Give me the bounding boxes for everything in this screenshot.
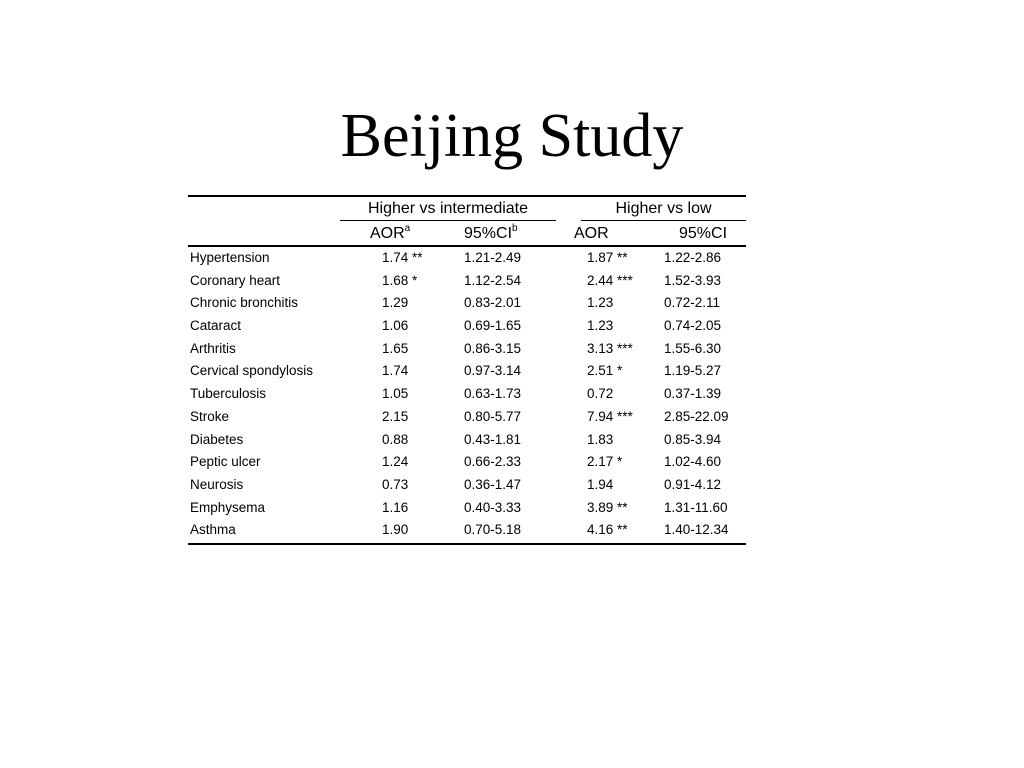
ci-intermediate-cell: 0.66-2.33 xyxy=(464,454,522,470)
condition-cell: Coronary heart xyxy=(190,272,281,288)
aor-intermediate-cell: 1.05 xyxy=(382,386,409,402)
condition-cell: Emphysema xyxy=(190,499,266,515)
aor-low-cell: 1.94 xyxy=(587,476,614,492)
ci-low-cell: 2.85-22.09 xyxy=(664,408,729,424)
condition-cell: Hypertension xyxy=(190,250,270,265)
table-top-rule xyxy=(188,195,746,197)
condition-cell: Neurosis xyxy=(190,476,244,492)
condition-cell: Chronic bronchitis xyxy=(190,295,299,311)
ci-low-cell: 0.85-3.94 xyxy=(664,431,722,447)
table-row xyxy=(188,405,746,428)
ci-intermediate-cell: 0.69-1.65 xyxy=(464,318,522,334)
ci-low-cell: 0.74-2.05 xyxy=(664,318,722,334)
condition-cell: Asthma xyxy=(190,522,236,538)
aor-low-cell: 1.83 xyxy=(587,431,614,447)
column-header-aor-intermediate xyxy=(370,224,410,244)
group-header-higher-vs-intermediate: Higher vs intermediate xyxy=(367,200,529,217)
ci-low-cell: 1.02-4.60 xyxy=(664,454,722,470)
column-header-label: 95%CI xyxy=(464,225,513,242)
aor-low-cell: 4.16 ** xyxy=(587,522,628,538)
aor-low-cell: 2.17 * xyxy=(587,454,623,470)
aor-intermediate-cell: 1.06 xyxy=(382,318,409,334)
group-rule-higher-vs-low xyxy=(581,220,746,221)
condition-cell: Tuberculosis xyxy=(190,386,267,402)
condition-cell: Cataract xyxy=(190,318,242,334)
table-row xyxy=(188,269,746,292)
ci-intermediate-cell: 0.40-3.33 xyxy=(464,499,522,515)
condition-cell: Peptic ulcer xyxy=(190,454,261,470)
aor-intermediate-cell: 1.29 xyxy=(382,295,409,311)
aor-low-cell: 2.44 *** xyxy=(587,272,633,288)
ci-intermediate-cell: 1.21-2.49 xyxy=(464,250,522,265)
table-row xyxy=(188,473,746,496)
ci-intermediate-cell: 0.97-3.14 xyxy=(464,363,522,379)
aor-intermediate-cell: 0.88 xyxy=(382,431,409,447)
ci-low-cell: 0.72-2.11 xyxy=(664,295,721,311)
aor-intermediate-cell: 1.65 xyxy=(382,340,409,356)
table-row xyxy=(188,450,746,473)
ci-low-cell: 0.91-4.12 xyxy=(664,476,722,492)
results-table xyxy=(188,195,746,547)
table-row xyxy=(188,291,746,314)
ci-low-cell: 1.40-12.34 xyxy=(664,522,729,538)
aor-low-cell: 2.51 * xyxy=(587,363,623,379)
ci-low-cell: 1.31-11.60 xyxy=(664,499,728,515)
column-header-ci-intermediate xyxy=(464,224,518,244)
aor-low-cell: 1.23 xyxy=(587,318,614,334)
ci-low-cell: 0.37-1.39 xyxy=(664,386,722,402)
aor-intermediate-cell: 1.24 xyxy=(382,454,409,470)
aor-low-cell: 1.23 xyxy=(587,295,614,311)
table-row xyxy=(188,428,746,451)
ci-intermediate-cell: 0.86-3.15 xyxy=(464,340,522,356)
aor-intermediate-cell: 2.15 xyxy=(382,408,409,424)
slide-title: Beijing Study xyxy=(340,102,684,170)
ci-intermediate-cell: 0.43-1.81 xyxy=(464,431,522,447)
table-row xyxy=(188,518,746,541)
ci-intermediate-cell: 0.70-5.18 xyxy=(464,522,522,538)
table-row xyxy=(188,359,746,382)
column-header-ci-low: 95%CI xyxy=(679,225,728,242)
ci-low-cell: 1.19-5.27 xyxy=(664,363,722,379)
condition-cell: Diabetes xyxy=(190,431,244,447)
footnote-marker: b xyxy=(512,223,518,234)
ci-intermediate-cell: 0.63-1.73 xyxy=(464,386,522,402)
aor-low-cell: 3.89 ** xyxy=(587,499,628,515)
ci-intermediate-cell: 1.12-2.54 xyxy=(464,272,522,288)
aor-low-cell: 3.13 *** xyxy=(587,340,633,356)
condition-cell: Stroke xyxy=(190,408,230,424)
aor-low-cell: 1.87 ** xyxy=(587,250,628,265)
table-row xyxy=(188,314,746,337)
table-body xyxy=(188,246,746,541)
ci-intermediate-cell: 0.83-2.01 xyxy=(464,295,522,311)
aor-low-cell: 0.72 xyxy=(587,386,614,402)
aor-low-cell: 7.94 *** xyxy=(587,408,633,424)
aor-intermediate-cell: 1.90 xyxy=(382,522,409,538)
aor-intermediate-cell: 0.73 xyxy=(382,476,409,492)
group-header-higher-vs-low: Higher vs low xyxy=(615,200,712,217)
aor-intermediate-cell: 1.74 ** xyxy=(382,250,423,265)
table-row xyxy=(188,246,746,269)
aor-intermediate-cell: 1.74 xyxy=(382,363,409,379)
ci-intermediate-cell: 0.80-5.77 xyxy=(464,408,522,424)
ci-intermediate-cell: 0.36-1.47 xyxy=(464,476,522,492)
ci-low-cell: 1.55-6.30 xyxy=(664,340,722,356)
table-row xyxy=(188,382,746,405)
column-header-aor-low: AOR xyxy=(574,225,609,242)
table-row xyxy=(188,337,746,360)
footnote-marker: a xyxy=(404,223,411,234)
table-row xyxy=(188,496,746,519)
condition-cell: Cervical spondylosis xyxy=(190,363,314,379)
group-rule-higher-vs-intermediate xyxy=(340,220,556,221)
column-header-label: AOR xyxy=(370,225,405,242)
ci-low-cell: 1.52-3.93 xyxy=(664,272,722,288)
ci-low-cell: 1.22-2.86 xyxy=(664,250,722,265)
aor-intermediate-cell: 1.16 xyxy=(382,499,409,515)
table-bottom-rule xyxy=(188,543,746,545)
aor-intermediate-cell: 1.68 * xyxy=(382,272,418,288)
condition-cell: Arthritis xyxy=(190,340,236,356)
